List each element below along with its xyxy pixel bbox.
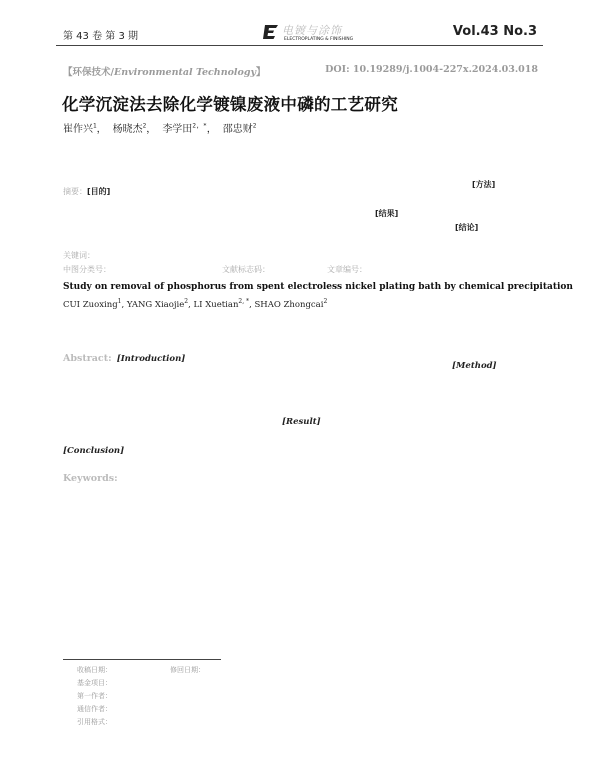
article-no-label: 文章编号： [327,265,367,274]
journal-logo-cn: 电镀与涂饰 [282,24,342,37]
author-affiliation: 1 [117,298,122,305]
footnote-received: 收稿日期： [77,666,112,674]
author-name-en: YANG Xiaojie [126,299,185,310]
author-affiliation: 2 [252,122,257,130]
author-affiliation: 2, * [238,298,250,305]
abstract-label-en: Abstract: [63,353,112,364]
footnote-revised: 修回日期： [170,666,205,674]
doi: DOI: 10.19289/j.1004-227x.2024.03.018 [325,64,538,75]
abstract-conclusion-tag-en: [Conclusion] [63,446,125,456]
abstract-conclusion-tag: [结论] [455,223,479,232]
author-affiliation: 2 [142,122,147,130]
doc-code-label: 文献标志码： [222,265,270,274]
journal-logo-icon [262,24,280,40]
author-name-en: SHAO Zhongcai [254,299,324,310]
paper-title-cn: 化学沉淀法去除化学镀镍废液中磷的工艺研究 [62,95,398,114]
paper-title-en: Study on removal of phosphorus from spent electroless nickel plating bath by chemical precipitation [63,282,573,292]
author-name: 李学田 [162,124,193,135]
abstract-intro-tag: [目的] [87,187,111,196]
column-label-en: Environmental Technology [113,67,257,78]
author-name: 崔作兴 [63,124,93,135]
footnote-corresponding: 通信作者： [77,705,112,713]
column-label-cn: 【环保技术/ [63,67,114,78]
footnote-first-author: 第一作者： [77,692,112,700]
footnote-citation: 引用格式： [77,718,112,726]
author-affiliation: 2 [323,298,328,305]
abstract-intro-tag-en: [Introduction] [116,354,186,364]
journal-logo [262,22,354,44]
abstract-method-tag-en: [Method] [452,361,497,371]
authors-en: CUI Zuoxing$^1$, YANG Xiaojie$^2$, LI Xuetian$^{2, *}$, SHAO Zhongcai$^2$ [63,298,328,310]
journal-issue-cn: 第 43 卷 第 3 期 [63,31,138,42]
column-label [63,64,266,78]
abstract-en [63,346,185,365]
authors-cn: 崔作兴$^1$， 杨晓杰$^2$， 李学田$^{2, *}$， 邵忠财$^2$ [63,122,257,135]
footnote-fund: 基金项目： [77,679,112,687]
abstract-cn [63,179,110,198]
footnote-divider [63,659,221,660]
author-name-en: LI Xuetian [193,299,239,310]
abstract-result-tag: [结果] [375,209,399,218]
author-affiliation: 1 [93,122,97,130]
author-name: 邵忠财 [222,124,253,135]
author-name-en: CUI Zuoxing [63,299,118,310]
clc-label: 中图分类号： [63,265,111,274]
author-name: 杨晓杰 [112,124,143,135]
keywords-cn-label: 关键词： [63,251,95,260]
author-affiliation: 2, * [192,122,207,130]
abstract-label-cn: 摘要： [63,187,87,196]
header-divider [56,45,543,46]
author-affiliation: 2 [184,298,189,305]
journal-issue-en: Vol.43 No.3 [452,24,537,39]
abstract-method-tag: [方法] [472,180,496,189]
column-label-end: 】 [256,67,266,78]
keywords-en-label: Keywords: [63,473,118,484]
abstract-result-tag-en: [Result] [282,417,321,427]
journal-logo-en: ELECTROPLATING & FINISHING [284,37,354,42]
